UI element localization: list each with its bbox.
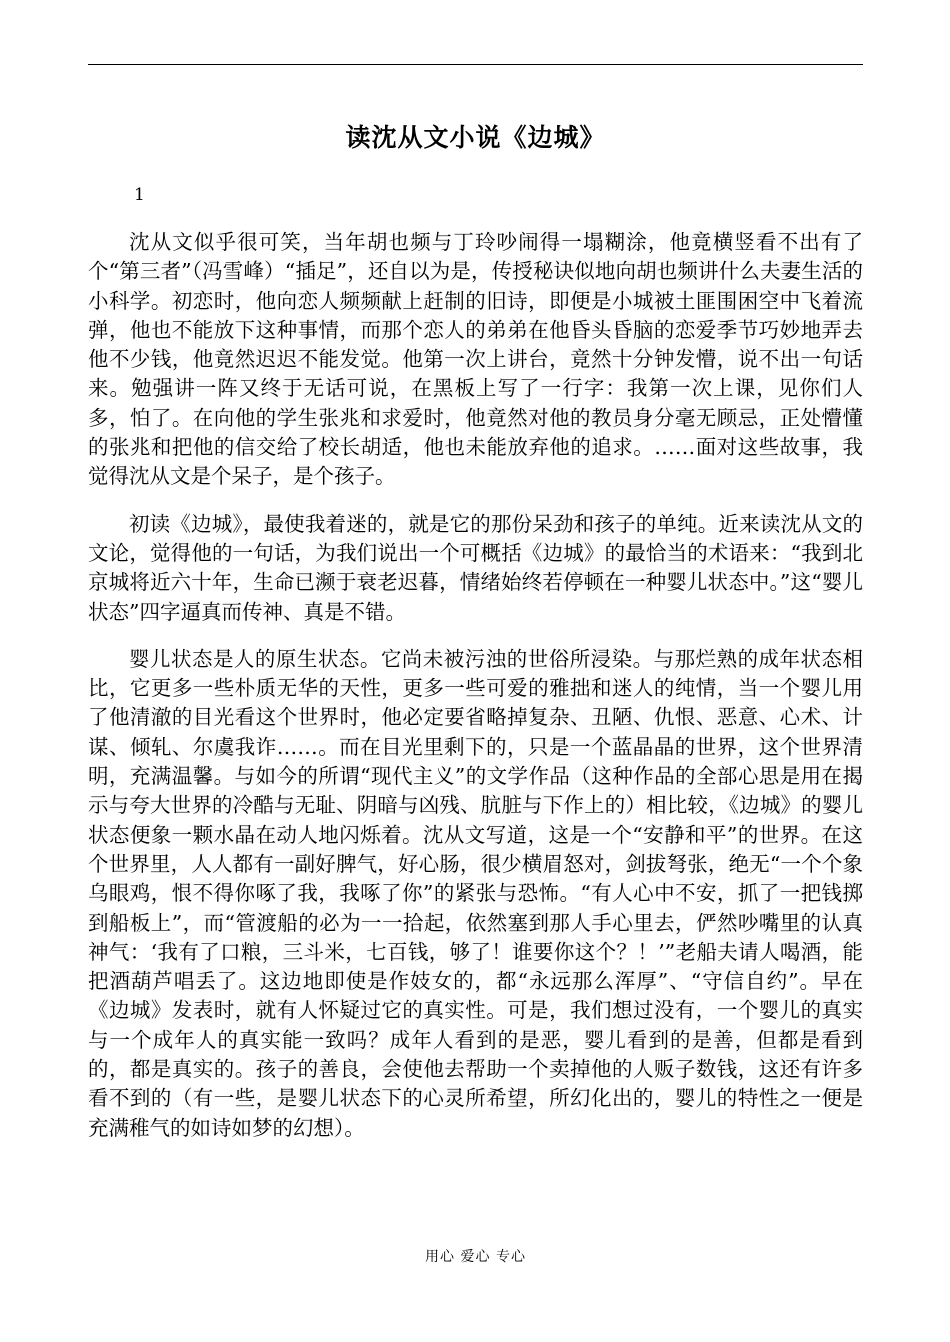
paragraph-1: 沈从文似乎很可笑，当年胡也频与丁玲吵闹得一塌糊涂，他竟横竖看不出有了个“第三者”（冯雪峰）“插足”，还自以为是，传授秘诀似地向胡也频讲什么夫妻生活的小科学。初恋时，他向恋人频频献上赶制的旧诗，即便是小城被土匪围困空中飞着流弹，他也不能放下这种事情，而那个恋人的弟弟在他昏头昏脑的恋爱季节巧妙地弄去他不少钱，他竟然迟迟不能发觉。他第一次上讲台，竟然十分钟发懵，说不出一句话来。勉强讲一阵又终于无话可说，在黑板上写了一行字：我第一次上课，见你们人多，怕了。在向他的学生张兆和求爱时，他竟然对他的教员身分毫无顾忌，正处懵懂的张兆和把他的信交给了校长胡适，他也未能放弃他的追求。……面对这些故事，我觉得沈从文是个呆子，是个孩子。 (88, 230, 863, 489)
paragraph-2: 初读《边城》，最使我着迷的，就是它的那份呆劲和孩子的单纯。近来读沈从文的文论，觉得他的一句话，为我们说出一个可概括《边城》的最恰当的术语来：“我到北京城将近六十年，生命已濒于衰老迟暮，情绪始终若停顿在一种婴儿状态中。”这“婴儿状态”四字逼真而传神、真是不错。 (88, 511, 863, 624)
document-title: 读沈从文小说《边城》 (345, 123, 606, 152)
paragraph-3: 婴儿状态是人的原生状态。它尚未被污浊的世俗所浸染。与那烂熟的成年状态相比，它更多一些朴质无华的天性，更多一些可爱的雅拙和迷人的纯情，当一个婴儿用了他清澈的目光看这个世界时，他必定要省略掉复杂、丑陋、仇恨、恶意、心术、计谋、倾轧、尔虞我诈……。而在目光里剩下的，只是一个蓝晶晶的世界，这个世界清明，充满温馨。与如今的所谓“现代主义”的文学作品（这种作品的全部心思是用在揭示与夸大世界的冷酷与无耻、阴暗与凶残、肮脏与下作上的）相比较，《边城》的婴儿状态便象一颗水晶在动人地闪烁着。沈从文写道，这是一个“安静和平”的世界。在这个世界里，人人都有一副好脾气，好心肠，很少横眉怒对，剑拔弩张，绝无“一个个象乌眼鸡，恨不得你啄了我，我啄了你”的紧张与恐怖。“有人心中不安，抓了一把钱掷到船板上”，而“管渡船的必为一一拾起，依然塞到那人手心里去，俨然吵嘴里的认真神气：‘我有了口粮，三斗米，七百钱，够了！谁要你这个？！’”老船夫请人喝酒，能把酒葫芦唱丢了。这边地即使是作妓女的，都“永远那么浑厚”、“守信自约”。早在《边城》发表时，就有人怀疑过它的真实性。可是，我们想过没有，一个婴儿的真实与一个成年人的真实能一致吗？成年人看到的是恶，婴儿看到的是善，但都是看到的，都是真实的。孩子的善良，会使他去帮助一个卖掉他的人贩子数钱，这还有许多看不到的（有一些，是婴儿状态下的心灵所希望，所幻化出的，婴儿的特性之一便是充满稚气的如诗如梦的幻想）。 (88, 646, 863, 1140)
header-rule (88, 64, 863, 65)
document-body (88, 228, 863, 1161)
section-number: 1 (134, 185, 145, 205)
page-footer: 用心 爱心 专心 (425, 1249, 526, 1265)
